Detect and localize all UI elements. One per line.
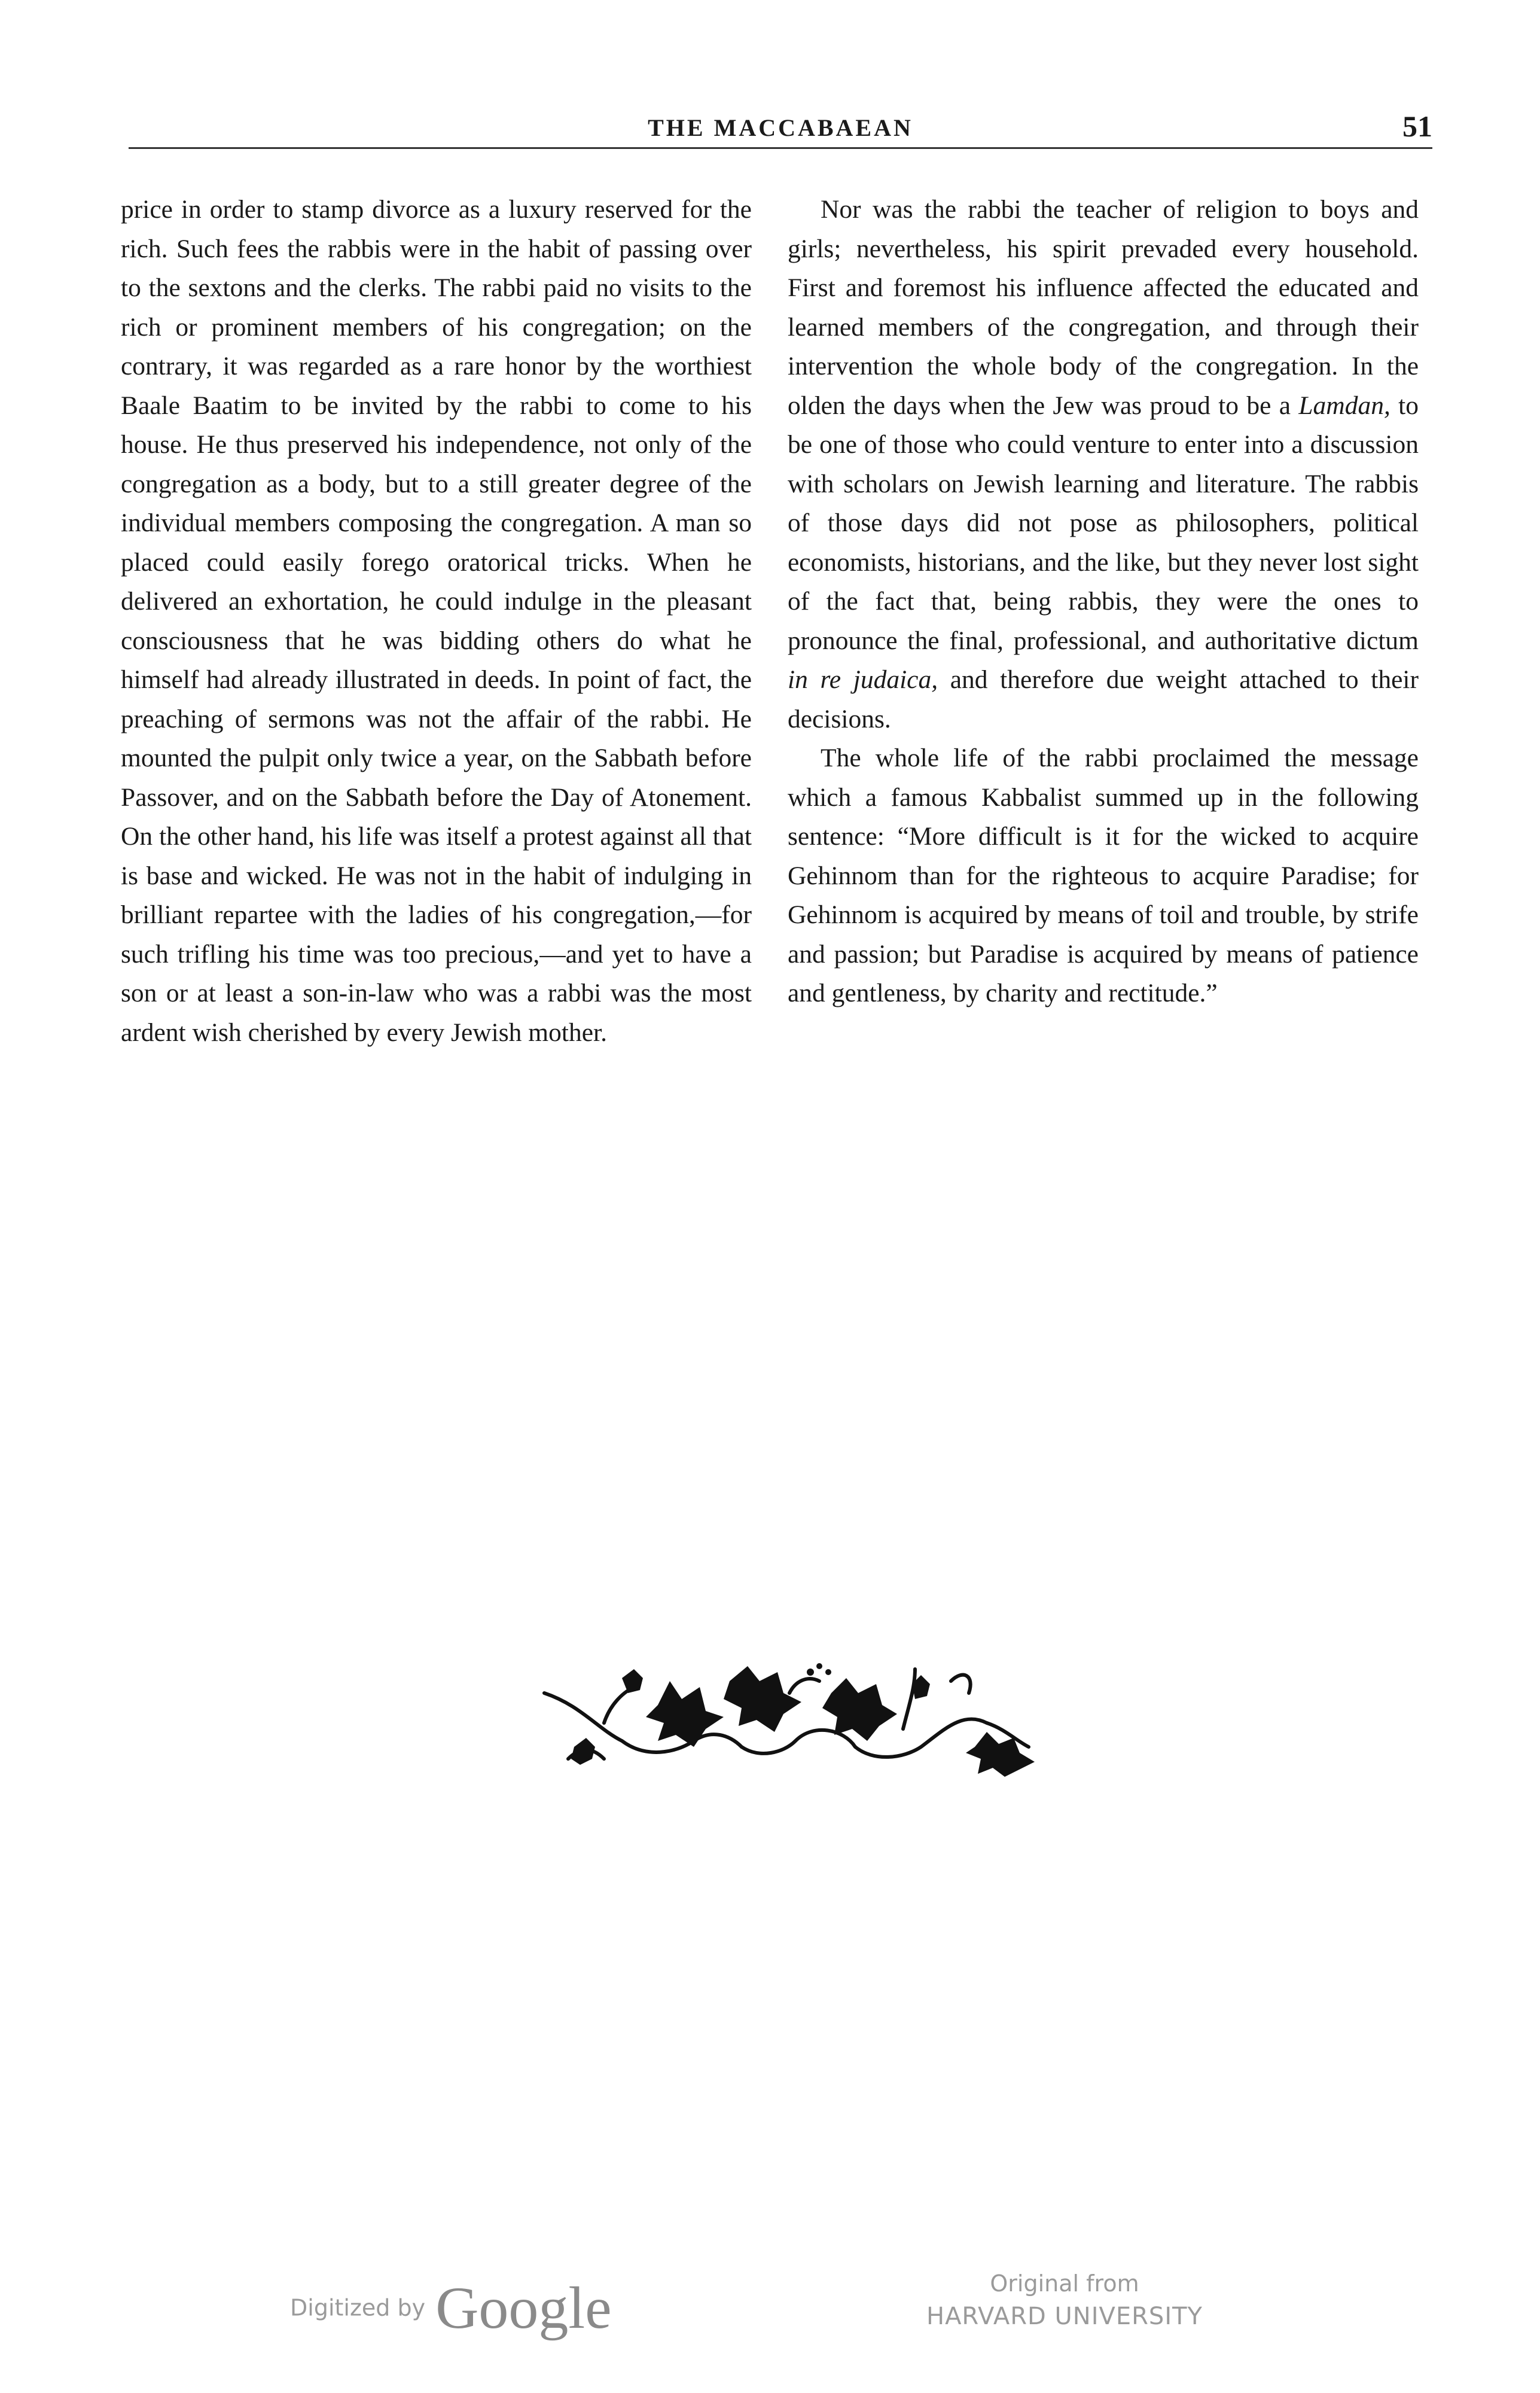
original-source: HARVARD UNIVERSITY [926,2303,1203,2330]
google-logo: Google [435,2275,612,2341]
header-rule [129,147,1432,149]
left-column [121,190,752,1052]
right-column [788,190,1419,1013]
page-number: 51 [1402,109,1432,143]
left-paragraph: price in order to stamp divorce as a luxury reserved for the rich. Such fees the rabbis were in the habit of passing over to the sextons and the clerks. The rabbi paid no visits to the rich or prominent members of his congregation; on the contrary, it was regarded as a rare honor by the worthiest Baale Baatim to be invited by the rabbi to come to his house. He thus preserved his independence, not only of the congregation as a body, but to a still greater degree of the individual members composing the congregation. A man so placed could easily forego oratorical tricks. When he delivered an exhortation, he could indulge in the pleasant consciousness that he was bidding others do what he himself had already illustrated in deeds. In point of fact, the preaching of sermons was not the affair of the rabbi. He mounted the pulpit only twice a year, on the Sabbath before Passover, and on the Sabbath before the Day of Atonement. On the other hand, his life was itself a protest against all that is base and wicked. He was not in the habit of indulging in brilliant repartee with the ladies of his congregation,—for such trifling his time was too precious,—and yet to have a son or at least a son-in-law who was a rabbi was the most ardent wish cherished by every Jewish mother. [121,195,752,1047]
right-paragraph-2: The whole life of the rabbi proclaimed the message which a famous Kabbalist summed up in the following sentence: “More difficult is it for the wicked to acquire Gehinnom than for the righteous to acquire Paradise; for Gehinnom is acquired by means of toil and trouble, by strife and passion; but Paradise is acquired by means of patience and gentleness, by charity and rectitude.” [788,744,1419,1007]
running-title: THE MACCABAEAN [648,114,913,141]
digitized-by-google-watermark [290,2273,612,2341]
right-paragraph-1-text-c: and therefore due weight attached to their decisions. [788,665,1419,733]
holly-vine-ornament-icon [532,1657,1041,1777]
original-source-note [915,2267,1214,2333]
original-label: Original from [990,2270,1139,2297]
right-paragraph-1-text-a: Nor was the rabbi the teacher of religion to boys and girls; nevertheless, his spirit prevaded every household. First and foremost his influence affected the educated and learned members of the congregation, and through their intervention the whole body of the congregation. In the olden the days when the Jew was proud to be a [788,195,1419,420]
digitized-label: Digitized by [290,2294,426,2321]
lamdan-term: Lamdan, [1298,391,1390,420]
page-header [129,109,1432,156]
in-re-judaica-term: in re judaica, [788,665,938,694]
right-paragraph-1-text-b: to be one of those who could venture to enter into a discussion with scholars on Jewish learning and literature. The rabbis of those days did not pose as philosophers, political economists, historians, and the like, but they never lost sight of the fact that, being rabbis, they were the ones to pronounce the final, professional, and authoritative dictum [788,391,1419,655]
right-paragraph-1 [788,190,1419,739]
